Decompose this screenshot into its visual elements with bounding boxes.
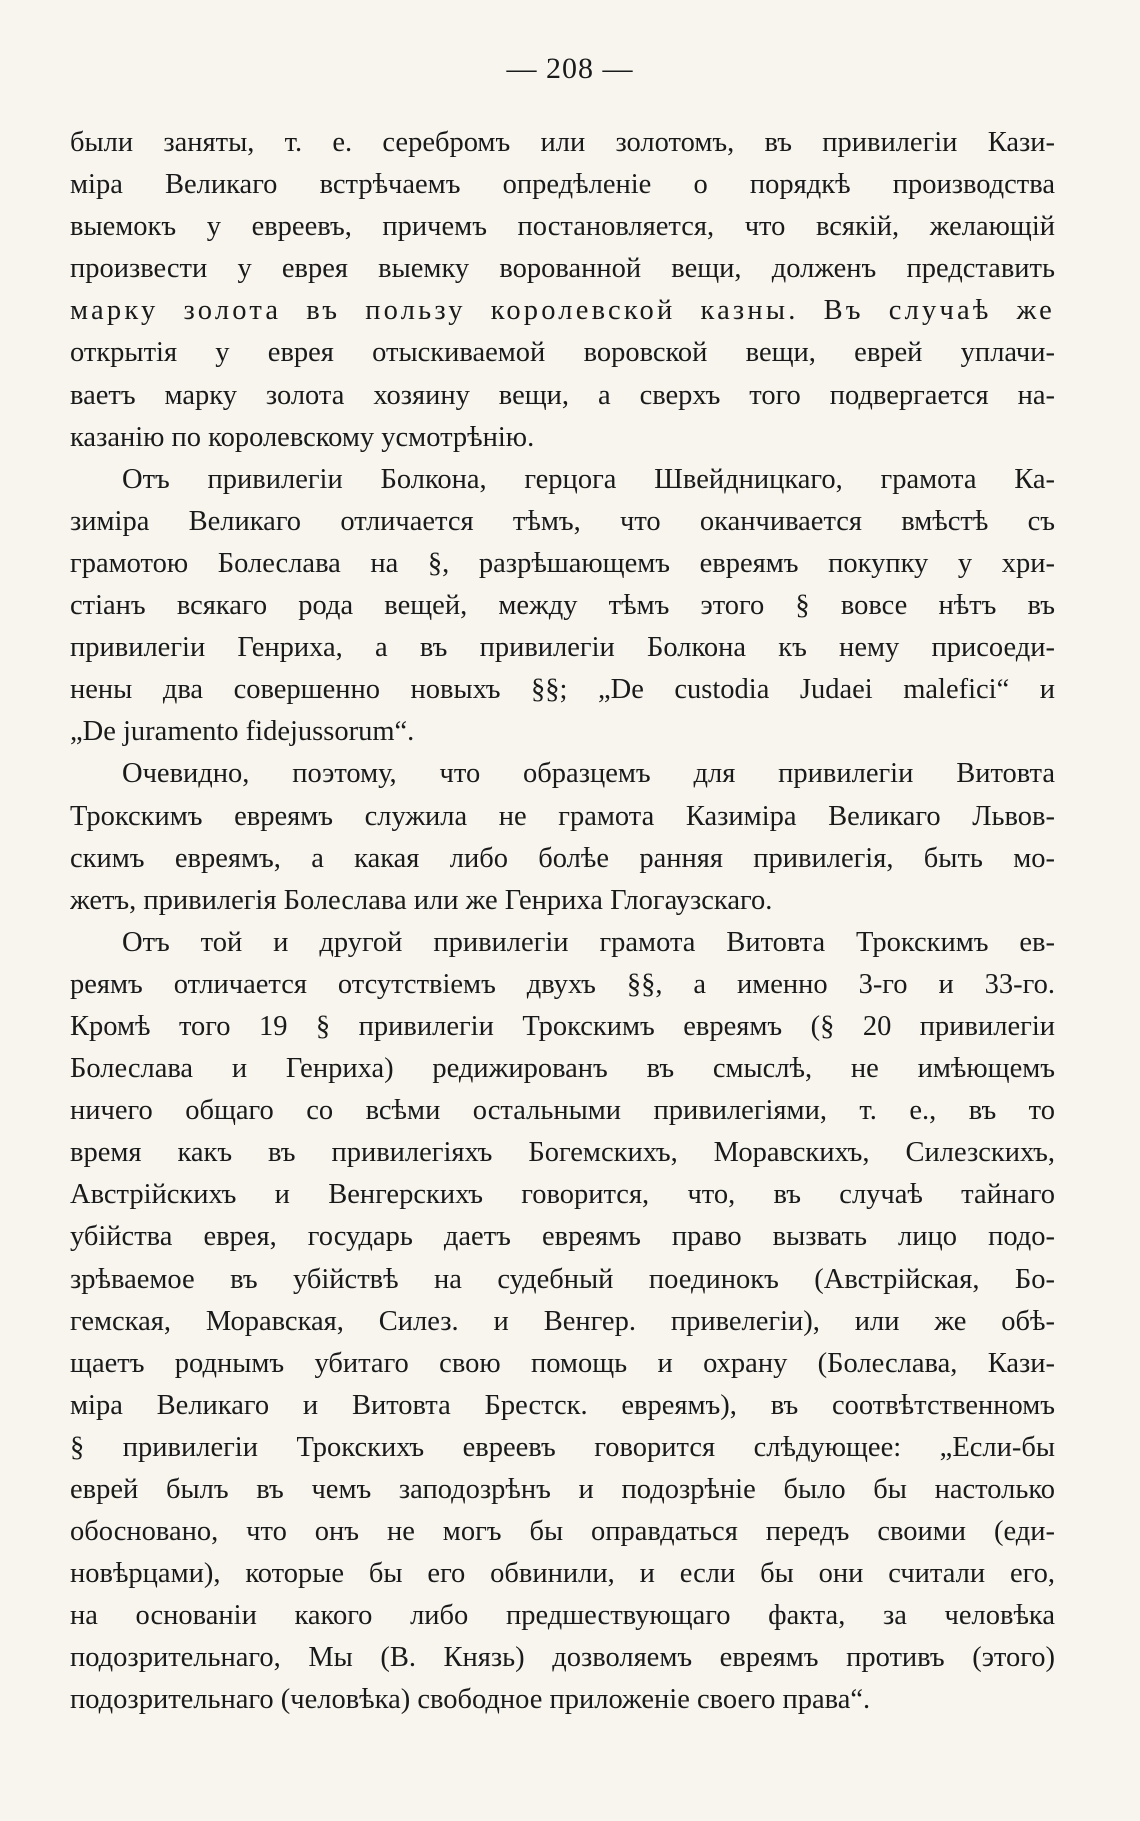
text-line: Трокскимъ евреямъ служила не грамота Казиміра Великаго Львов- [70, 800, 1055, 832]
text-line: убійства еврея, государь даетъ евреямъ право вызвать лицо подо- [70, 1221, 1055, 1253]
text-line: произвести у еврея выемку ворованной вещи, долженъ представить [70, 253, 1055, 285]
text-line: время какъ въ привилегіяхъ Богемскихъ, Моравскихъ, Силезскихъ, [70, 1137, 1055, 1169]
text-line: стіанъ всякаго рода вещей, между тѣмъ этого § вовсе нѣтъ въ [70, 590, 1055, 622]
text-line: открытія у еврея отыскиваемой воровской вещи, еврей уплачи- [70, 337, 1055, 369]
text-line: подозрительнаго (человѣка) свободное приложеніе своего права“. [70, 1684, 871, 1716]
text-line: Болеслава и Генриха) редижированъ въ смыслѣ, не имѣющемъ [70, 1053, 1055, 1085]
text-line: на основаніи какого либо предшествующаго факта, за человѣка [70, 1600, 1055, 1632]
text-line: еврей былъ въ чемъ заподозрѣнъ и подозрѣніе было бы настолько [70, 1474, 1055, 1505]
text-line: были заняты, т. е. серебромъ или золотомъ, въ привилегіи Кази- [70, 127, 1055, 158]
text-line: ваетъ марку золота хозяину вещи, а сверхъ того подвергается на- [70, 379, 1055, 411]
paragraph-start-line: Отъ той и другой привилегіи грамота Витовта Трокскимъ ев- [122, 926, 1055, 958]
text-line: обосновано, что онъ не могъ бы оправдаться передъ своими (еди- [70, 1516, 1055, 1548]
text-line: гемская, Моравская, Силез. и Венгер. привелегіи), или же обѣ- [70, 1305, 1055, 1337]
text-line: ничего общаго со всѣми остальными привилегіями, т. е., въ то [70, 1095, 1055, 1127]
text-line: Кромѣ того 19 § привилегіи Трокскимъ евреямъ (§ 20 привилегіи [70, 1010, 1055, 1042]
text-line: міра Великаго и Витовта Брестск. евреямъ), въ соотвѣтственномъ [70, 1389, 1055, 1421]
text-line: щаетъ роднымъ убитаго свою помощь и охрану (Болеслава, Кази- [70, 1347, 1055, 1379]
text-line: казанію по королевскому усмотрѣнію. [70, 421, 535, 453]
text-line: реямъ отличается отсутствіемъ двухъ §§, а именно 3-го и 33-го. [70, 968, 1055, 1000]
text-line: міра Великаго встрѣчаемъ опредѣленіе о порядкѣ производства [70, 169, 1055, 201]
text-line: новѣрцами), которые бы его обвинили, и если бы они считали его, [70, 1558, 1055, 1590]
text-line: подозрительнаго, Мы (В. Князь) дозволяемъ евреямъ противъ (этого) [70, 1642, 1055, 1674]
text-line: выемокъ у евреевъ, причемъ постановляется, что всякій, желающій [70, 211, 1055, 243]
paragraph-start-line: Отъ привилегіи Болкона, герцога Швейдницкаго, грамота Ка- [122, 463, 1055, 495]
text-line: скимъ евреямъ, а какая либо болѣе ранняя привилегія, быть мо- [70, 842, 1055, 874]
text-line: „De juramento fidejussorum“. [70, 716, 415, 748]
text-line: зрѣваемое въ убійствѣ на судебный поединокъ (Австрійская, Бо- [70, 1263, 1055, 1295]
body-text [70, 122, 1055, 1722]
text-line: зиміра Великаго отличается тѣмъ, что оканчивается вмѣстѣ съ [70, 505, 1055, 537]
text-line: марку золота въ пользу королевской казны. Въ случаѣ же [70, 295, 1055, 327]
page-number: — 208 — [506, 52, 634, 85]
text-line: § привилегіи Трокскихъ евреевъ говорится слѣдующее: „Если-бы [70, 1431, 1055, 1463]
text-line: грамотою Болеслава на §, разрѣшающемъ евреямъ покупку у хри- [70, 547, 1055, 579]
text-line: Австрійскихъ и Венгерскихъ говорится, что, въ случаѣ тайнаго [70, 1179, 1055, 1211]
text-line: нены два совершенно новыхъ §§; „De custodia Judaei malefici“ и [70, 674, 1055, 706]
paragraph-start-line: Очевидно, поэтому, что образцемъ для привилегіи Витовта [122, 758, 1055, 790]
text-line: привилегіи Генриха, а въ привилегіи Болкона къ нему присоеди- [70, 632, 1055, 664]
text-line: жетъ, привилегія Болеслава или же Генриха Глогаузскаго. [70, 884, 773, 916]
